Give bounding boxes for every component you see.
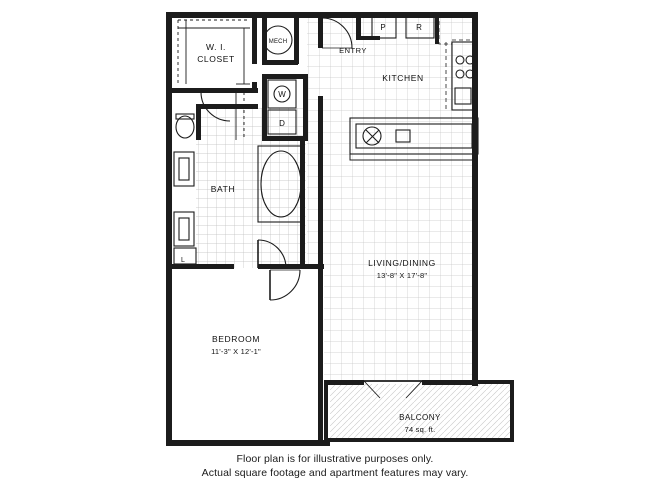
disclaimer bbox=[0, 452, 670, 480]
label-living-dims: 13'-8" X 17'-8" bbox=[376, 271, 428, 280]
vanity-upper bbox=[174, 152, 194, 186]
label-balcony-dims: 74 sq. ft. bbox=[404, 425, 436, 434]
label-bedroom: BEDROOM bbox=[211, 334, 261, 344]
bedroom-floor bbox=[172, 268, 324, 444]
disclaimer-line-2: Actual square footage and apartment features may vary. bbox=[201, 467, 469, 479]
label-living: LIVING/DINING bbox=[368, 258, 436, 268]
label-kitchen: KITCHEN bbox=[382, 73, 424, 83]
label-bath: BATH bbox=[210, 184, 236, 194]
kitchen-floor bbox=[360, 14, 478, 154]
label-wic-line1: W. I. bbox=[206, 42, 226, 52]
disclaimer-line-1: Floor plan is for illustrative purposes only. bbox=[236, 453, 434, 465]
label-pantry: P bbox=[380, 23, 386, 32]
label-wic-line2: CLOSET bbox=[197, 54, 235, 64]
label-bedroom-dims: 11'-3" X 12'-1" bbox=[211, 347, 261, 356]
label-refrigerator: R bbox=[416, 23, 422, 32]
vanity-lower bbox=[174, 212, 194, 246]
label-washer: W bbox=[278, 90, 286, 99]
label-balcony: BALCONY bbox=[399, 413, 441, 422]
linen-closet bbox=[174, 248, 196, 264]
label-linen: L bbox=[181, 257, 185, 264]
label-entry: ENTRY bbox=[339, 46, 367, 55]
floor-surfaces bbox=[172, 14, 510, 444]
label-dryer: D bbox=[279, 119, 285, 128]
label-mech: MECH bbox=[268, 39, 288, 45]
